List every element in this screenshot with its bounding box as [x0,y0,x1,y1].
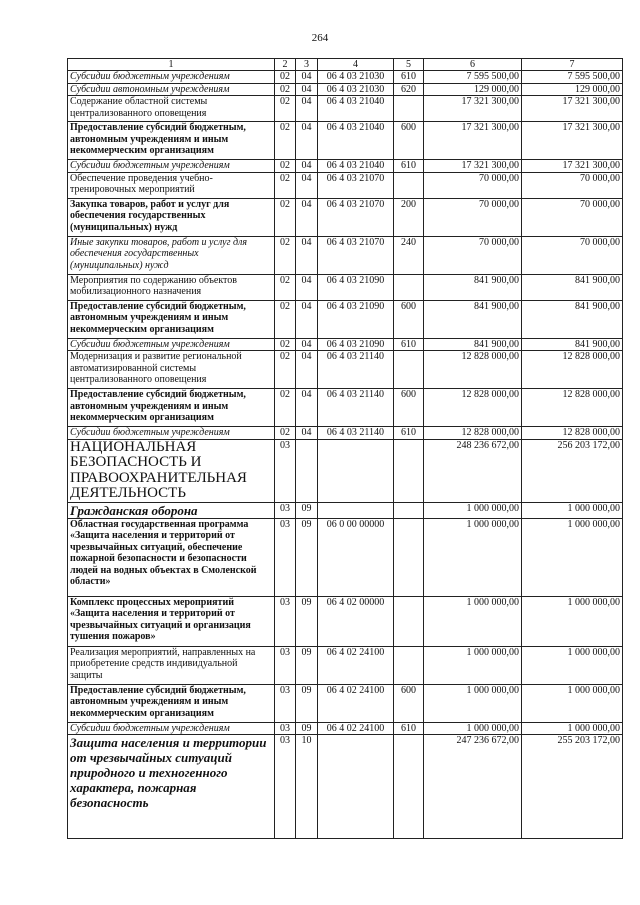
subsection-code-cell: 04 [296,198,318,236]
table-row [68,172,623,198]
target-article-cell: 06 4 03 21140 [318,351,394,389]
amount-cell: 12 828 000,00 [522,351,623,389]
expense-type-cell [394,596,424,646]
subsection-code-cell [296,439,318,502]
row-name-cell: Обеспечение проведения учебно-тренировочных мероприятий [68,172,275,198]
amount-cell: 70 000,00 [424,172,522,198]
row-name-cell: Субсидии бюджетным учреждениям [68,71,275,84]
expense-type-cell [394,351,424,389]
subsection-code-cell: 04 [296,172,318,198]
expense-type-cell [394,96,424,122]
target-article-cell [318,439,394,502]
amount-cell: 129 000,00 [522,83,623,96]
column-header: 4 [318,59,394,71]
target-article-cell: 06 4 03 21040 [318,160,394,173]
subsection-code-cell: 04 [296,160,318,173]
section-code-cell: 02 [275,71,296,84]
amount-cell: 70 000,00 [522,172,623,198]
row-name-cell: Содержание областной системы централизованного оповещения [68,96,275,122]
section-code-cell: 03 [275,735,296,839]
target-article-cell [318,735,394,839]
column-header: 2 [275,59,296,71]
amount-cell: 1 000 000,00 [522,722,623,735]
subsection-code-cell: 04 [296,274,318,300]
target-article-cell [318,502,394,518]
expense-type-cell: 610 [394,71,424,84]
amount-cell: 12 828 000,00 [522,389,623,427]
row-name-cell: Реализация мероприятий, направленных на приобретение средств индивидуальной защиты [68,646,275,684]
row-name-cell: НАЦИОНАЛЬНАЯ БЕЗОПАСНОСТЬ И ПРАВООХРАНИТЕЛЬНАЯ ДЕЯТЕЛЬНОСТЬ [68,439,275,502]
row-name-cell: Модернизация и развитие региональной автоматизированной системы централизованного оповещения [68,351,275,389]
column-header: 5 [394,59,424,71]
target-article-cell: 06 4 03 21090 [318,274,394,300]
expense-type-cell [394,172,424,198]
target-article-cell: 06 4 02 24100 [318,684,394,722]
column-header: 7 [522,59,623,71]
target-article-cell: 06 4 03 21090 [318,338,394,351]
column-header: 3 [296,59,318,71]
amount-cell: 12 828 000,00 [424,351,522,389]
amount-cell: 841 900,00 [522,274,623,300]
expense-type-cell: 600 [394,122,424,160]
row-name-cell: Субсидии бюджетным учреждениям [68,338,275,351]
amount-cell: 129 000,00 [424,83,522,96]
row-name-cell: Субсидии бюджетным учреждениям [68,722,275,735]
target-article-cell: 06 4 03 21140 [318,389,394,427]
expense-type-cell: 600 [394,684,424,722]
table-row [68,236,623,274]
row-name-cell: Предоставление субсидий бюджетным, автономным учреждениям и иным некоммерческим организациям [68,684,275,722]
amount-cell: 1 000 000,00 [424,646,522,684]
subsection-code-cell: 09 [296,646,318,684]
amount-cell: 1 000 000,00 [424,722,522,735]
amount-cell: 17 321 300,00 [424,160,522,173]
section-code-cell: 03 [275,518,296,596]
amount-cell: 841 900,00 [424,338,522,351]
table-row [68,427,623,440]
amount-cell: 841 900,00 [424,300,522,338]
target-article-cell: 06 4 03 21140 [318,427,394,440]
amount-cell: 1 000 000,00 [424,596,522,646]
section-code-cell: 03 [275,502,296,518]
amount-cell: 17 321 300,00 [522,96,623,122]
target-article-cell: 06 4 03 21070 [318,198,394,236]
section-code-cell: 03 [275,596,296,646]
amount-cell: 1 000 000,00 [522,684,623,722]
row-name-cell: Субсидии бюджетным учреждениям [68,160,275,173]
amount-cell: 12 828 000,00 [522,427,623,440]
table-row [68,735,623,839]
table-row [68,351,623,389]
expense-type-cell: 240 [394,236,424,274]
amount-cell: 12 828 000,00 [424,389,522,427]
amount-cell: 17 321 300,00 [522,122,623,160]
section-code-cell: 02 [275,83,296,96]
section-code-cell: 02 [275,351,296,389]
table-row [68,439,623,502]
amount-cell: 70 000,00 [522,198,623,236]
subsection-code-cell: 09 [296,502,318,518]
amount-cell: 1 000 000,00 [522,646,623,684]
row-name-cell: Защита населения и территории от чрезвычайных ситуаций природного и техногенного характера, пожарная безопасность [68,735,275,839]
amount-cell: 1 000 000,00 [522,502,623,518]
amount-cell: 70 000,00 [424,198,522,236]
table-row [68,722,623,735]
row-name-cell: Предоставление субсидий бюджетным, автономным учреждениям и иным некоммерческим организациям [68,389,275,427]
row-name-cell: Мероприятия по содержанию объектов мобилизационного назначения [68,274,275,300]
target-article-cell: 06 4 03 21070 [318,236,394,274]
table-row [68,71,623,84]
expense-type-cell [394,502,424,518]
amount-cell: 17 321 300,00 [522,160,623,173]
amount-cell: 70 000,00 [522,236,623,274]
amount-cell: 841 900,00 [522,338,623,351]
expense-type-cell: 620 [394,83,424,96]
expense-type-cell [394,439,424,502]
budget-table [67,58,623,839]
amount-cell: 7 595 500,00 [522,71,623,84]
expense-type-cell [394,518,424,596]
table-row [68,122,623,160]
target-article-cell: 06 0 00 00000 [318,518,394,596]
amount-cell: 1 000 000,00 [522,518,623,596]
amount-cell: 841 900,00 [522,300,623,338]
section-code-cell: 02 [275,338,296,351]
subsection-code-cell: 04 [296,96,318,122]
expense-type-cell [394,646,424,684]
table-row [68,198,623,236]
table-row [68,300,623,338]
column-number-row [68,59,623,71]
subsection-code-cell: 09 [296,722,318,735]
subsection-code-cell: 04 [296,389,318,427]
section-code-cell: 02 [275,172,296,198]
table-row [68,646,623,684]
section-code-cell: 02 [275,274,296,300]
expense-type-cell: 610 [394,338,424,351]
row-name-cell: Областная государственная программа «Защита населения и территорий от чрезвычайных ситуаций, обеспечение пожарной безопасности и безопасности людей на водных объектах в Смоленской области» [68,518,275,596]
section-code-cell: 02 [275,236,296,274]
amount-cell: 1 000 000,00 [424,684,522,722]
row-name-cell: Комплекс процессных мероприятий «Защита населения и территорий от чрезвычайных ситуаций и организация тушения пожаров» [68,596,275,646]
subsection-code-cell: 04 [296,236,318,274]
page-number: 264 [311,32,329,44]
expense-type-cell [394,274,424,300]
section-code-cell: 02 [275,427,296,440]
subsection-code-cell: 04 [296,83,318,96]
table-row [68,96,623,122]
expense-type-cell [394,735,424,839]
expense-type-cell: 610 [394,427,424,440]
target-article-cell: 06 4 02 24100 [318,646,394,684]
amount-cell: 1 000 000,00 [424,518,522,596]
table-row [68,160,623,173]
table-row [68,596,623,646]
table-row [68,502,623,518]
expense-type-cell: 610 [394,160,424,173]
target-article-cell: 06 4 03 21040 [318,96,394,122]
target-article-cell: 06 4 03 21030 [318,83,394,96]
subsection-code-cell: 04 [296,427,318,440]
section-code-cell: 03 [275,646,296,684]
amount-cell: 255 203 172,00 [522,735,623,839]
subsection-code-cell: 09 [296,684,318,722]
expense-type-cell: 200 [394,198,424,236]
table-row [68,338,623,351]
row-name-cell: Предоставление субсидий бюджетным, автономным учреждениям и иным некоммерческим организациям [68,122,275,160]
target-article-cell: 06 4 03 21030 [318,71,394,84]
subsection-code-cell: 10 [296,735,318,839]
section-code-cell: 02 [275,96,296,122]
target-article-cell: 06 4 02 00000 [318,596,394,646]
section-code-cell: 02 [275,122,296,160]
expense-type-cell: 600 [394,389,424,427]
amount-cell: 70 000,00 [424,236,522,274]
amount-cell: 17 321 300,00 [424,96,522,122]
table-row [68,274,623,300]
target-article-cell: 06 4 03 21070 [318,172,394,198]
amount-cell: 7 595 500,00 [424,71,522,84]
row-name-cell: Субсидии автономным учреждениям [68,83,275,96]
row-name-cell: Гражданская оборона [68,502,275,518]
section-code-cell: 02 [275,389,296,427]
subsection-code-cell: 04 [296,122,318,160]
row-name-cell: Иные закупки товаров, работ и услуг для обеспечения государственных (муниципальных) нужд [68,236,275,274]
section-code-cell: 02 [275,300,296,338]
section-code-cell: 03 [275,439,296,502]
amount-cell: 17 321 300,00 [424,122,522,160]
column-header: 1 [68,59,275,71]
amount-cell: 12 828 000,00 [424,427,522,440]
amount-cell: 248 236 672,00 [424,439,522,502]
expense-type-cell: 610 [394,722,424,735]
amount-cell: 1 000 000,00 [424,502,522,518]
expense-type-cell: 600 [394,300,424,338]
column-header: 6 [424,59,522,71]
subsection-code-cell: 04 [296,300,318,338]
subsection-code-cell: 09 [296,518,318,596]
amount-cell: 247 236 672,00 [424,735,522,839]
target-article-cell: 06 4 03 21040 [318,122,394,160]
row-name-cell: Закупка товаров, работ и услуг для обеспечения государственных (муниципальных) нужд [68,198,275,236]
target-article-cell: 06 4 02 24100 [318,722,394,735]
target-article-cell: 06 4 03 21090 [318,300,394,338]
table-row [68,684,623,722]
table-row [68,518,623,596]
section-code-cell: 02 [275,198,296,236]
amount-cell: 1 000 000,00 [522,596,623,646]
table-row [68,389,623,427]
subsection-code-cell: 04 [296,338,318,351]
amount-cell: 256 203 172,00 [522,439,623,502]
row-name-cell: Субсидии бюджетным учреждениям [68,427,275,440]
subsection-code-cell: 09 [296,596,318,646]
section-code-cell: 03 [275,684,296,722]
section-code-cell: 03 [275,722,296,735]
row-name-cell: Предоставление субсидий бюджетным, автономным учреждениям и иным некоммерческим организациям [68,300,275,338]
section-code-cell: 02 [275,160,296,173]
amount-cell: 841 900,00 [424,274,522,300]
subsection-code-cell: 04 [296,71,318,84]
table-row [68,83,623,96]
subsection-code-cell: 04 [296,351,318,389]
